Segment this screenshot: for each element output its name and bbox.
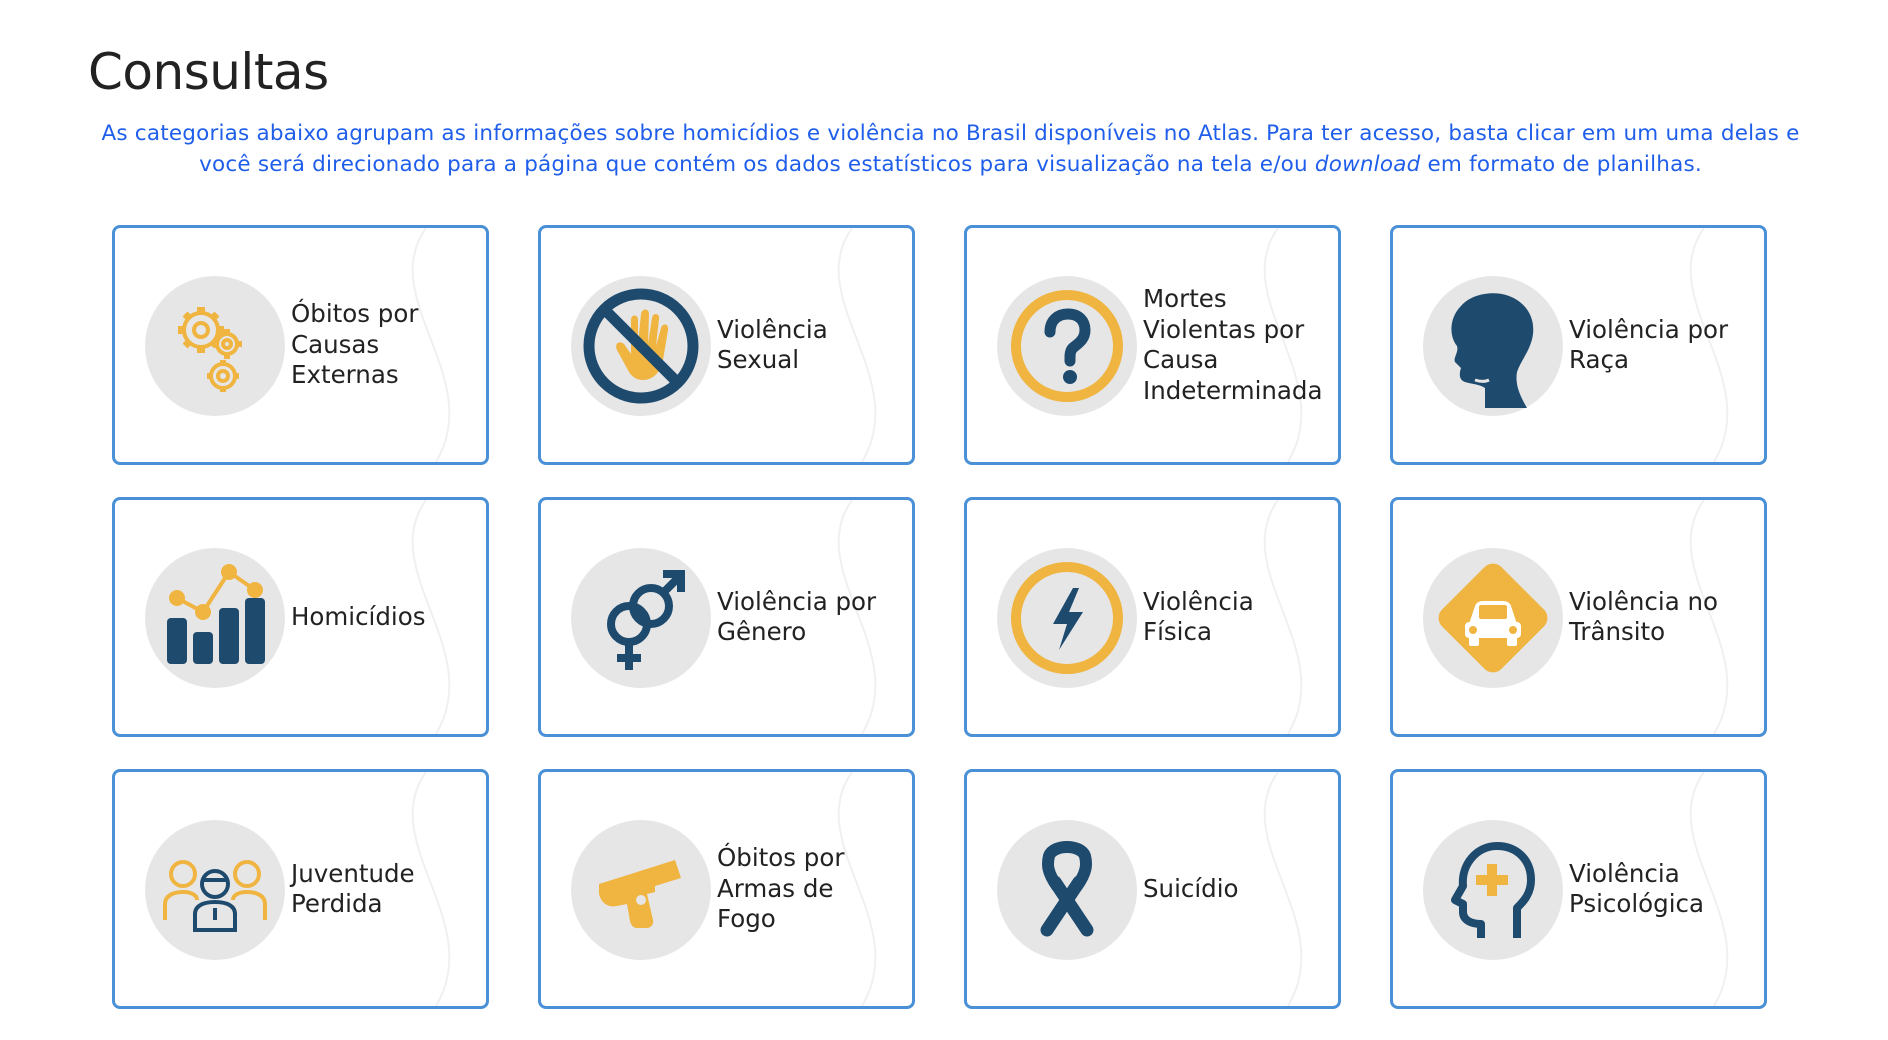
category-label: Suicídio (1143, 873, 1239, 903)
head-profile-icon (1423, 276, 1563, 416)
intro-text-part1: As categorias abaixo agrupam as informações sobre homicídios e violência no Brasil disponíveis no Atlas. Para ter acesso, basta clicar em um uma delas e você será direcionado para a página que contém os dados estatísticos para visualização na tela e/ou (101, 121, 1800, 177)
stop-hand-icon (571, 276, 711, 416)
category-card-obitos-causas-externas[interactable] (112, 225, 489, 465)
category-label: Homicídios (291, 601, 426, 631)
mind-health-icon (1423, 820, 1563, 960)
intro-text-emphasis: download (1314, 152, 1421, 177)
question-mark-icon (997, 276, 1137, 416)
category-card-violencia-sexual[interactable] (538, 225, 915, 465)
category-card-homicidios[interactable] (112, 497, 489, 737)
category-label: Violência Sexual (717, 314, 828, 374)
gears-icon (145, 276, 285, 416)
category-card-violencia-no-transito[interactable] (1390, 497, 1767, 737)
category-label: Violência por Raça (1569, 314, 1729, 374)
intro-text (88, 118, 1813, 180)
category-card-juventude-perdida[interactable] (112, 769, 489, 1009)
category-card-violencia-psicologica[interactable] (1390, 769, 1767, 1009)
gender-symbols-icon (571, 548, 711, 688)
category-label: Violência no Trânsito (1569, 586, 1719, 646)
category-card-suicidio[interactable] (964, 769, 1341, 1009)
category-card-violencia-fisica[interactable] (964, 497, 1341, 737)
category-card-obitos-armas-de-fogo[interactable] (538, 769, 915, 1009)
category-label: Óbitos por Causas Externas (291, 299, 419, 390)
bar-chart-icon (145, 548, 285, 688)
category-card-violencia-por-raca[interactable] (1390, 225, 1767, 465)
intro-text-part2: em formato de planilhas. (1420, 152, 1702, 177)
lightning-bolt-icon (997, 548, 1137, 688)
category-label: Violência Psicológica (1569, 858, 1705, 918)
category-label: Violência por Gênero (717, 586, 877, 646)
category-label: Juventude Perdida (291, 858, 415, 918)
awareness-ribbon-icon (997, 820, 1137, 960)
page-title: Consultas (88, 43, 329, 101)
category-card-mortes-violentas-causa-indeterminada[interactable] (964, 225, 1341, 465)
pistol-icon (571, 820, 711, 960)
category-card-violencia-por-genero[interactable] (538, 497, 915, 737)
category-label: Violência Física (1143, 586, 1254, 646)
category-label: Mortes Violentas por Causa Indeterminada (1143, 284, 1323, 405)
categories-grid (112, 225, 1767, 1009)
car-sign-icon (1423, 548, 1563, 688)
youth-group-icon (145, 820, 285, 960)
category-label: Óbitos por Armas de Fogo (717, 843, 845, 934)
